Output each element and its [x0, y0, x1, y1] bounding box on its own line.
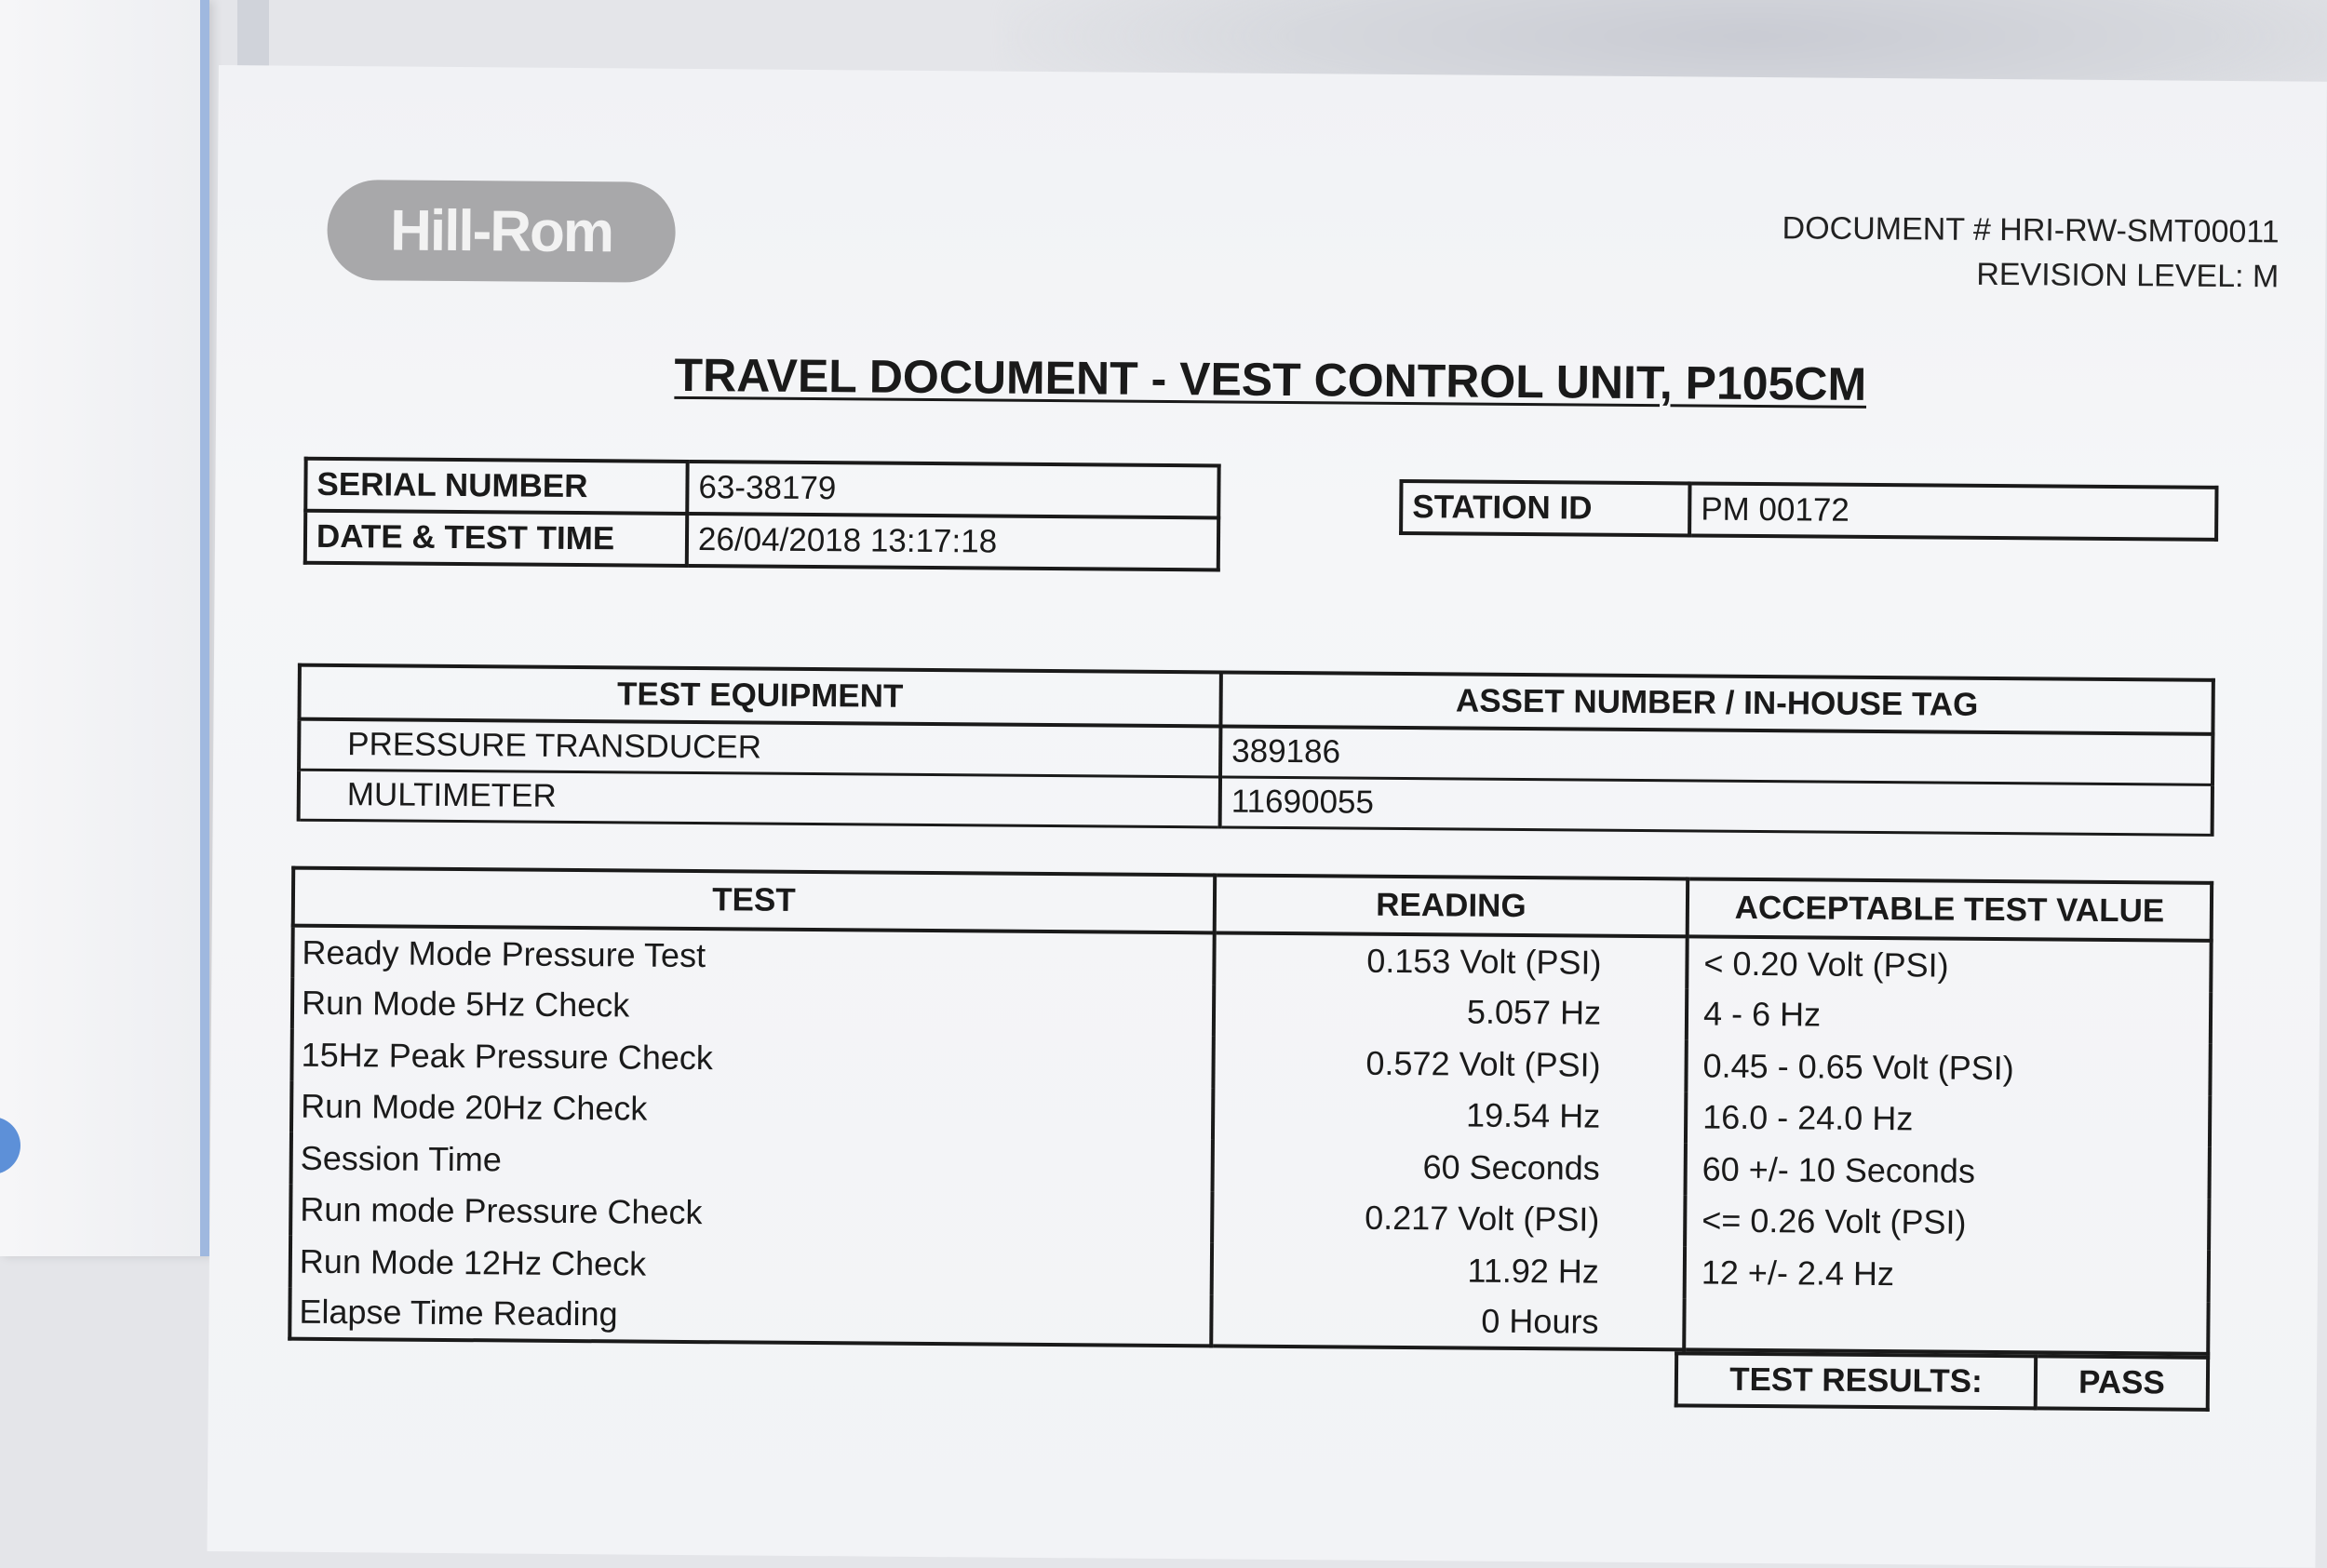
document-number: DOCUMENT # HRI-RW-SMT00011 [1782, 210, 2280, 250]
equipment-name: PRESSURE TRANSDUCER [299, 719, 1220, 777]
date-row [305, 511, 1218, 570]
test-acceptable: 4 - 6 Hz [1687, 988, 2211, 1044]
acceptable-header: ACCEPTABLE TEST VALUE [1688, 878, 2212, 940]
test-name: Ready Mode Pressure Test [292, 926, 1214, 985]
revision-level: REVISION LEVEL: M [1976, 256, 2280, 295]
test-reading: 0 Hours [1211, 1294, 1684, 1349]
test-reading: 11.92 Hz [1212, 1242, 1685, 1297]
test-acceptable: 60 +/- 10 Seconds [1686, 1143, 2210, 1199]
equipment-asset: 389186 [1220, 726, 2213, 784]
asset-header: ASSET NUMBER / IN-HOUSE TAG [1220, 672, 2213, 733]
test-header: TEST [293, 868, 1215, 933]
test-reading: 60 Seconds [1213, 1139, 1686, 1194]
test-results-value: PASS [2036, 1356, 2208, 1409]
test-reading: 0.572 Volt (PSI) [1213, 1036, 1686, 1091]
test-acceptable: 12 +/- 2.4 Hz [1685, 1246, 2209, 1302]
test-name: Run Mode 20Hz Check [291, 1080, 1213, 1139]
test-name: 15Hz Peak Pressure Check [291, 1029, 1213, 1088]
test-name: Session Time [291, 1132, 1213, 1191]
test-acceptable: < 0.20 Volt (PSI) [1687, 936, 2211, 992]
reading-header: READING [1215, 875, 1688, 936]
test-acceptable: 16.0 - 24.0 Hz [1686, 1092, 2210, 1147]
background-folder [0, 0, 209, 1256]
date-label: DATE & TEST TIME [305, 511, 687, 566]
document-info [1782, 206, 2280, 299]
station-row [1401, 481, 2216, 540]
station-table [1399, 479, 2218, 542]
test-name: Run Mode 12Hz Check [290, 1236, 1212, 1294]
hill-rom-logo [327, 180, 676, 283]
background-blue-dot [0, 1117, 20, 1174]
equipment-name: MULTIMETER [299, 770, 1220, 827]
test-reading: 0.153 Volt (PSI) [1214, 932, 1687, 987]
equipment-asset: 11690055 [1220, 776, 2213, 834]
test-acceptable: 0.45 - 0.65 Volt (PSI) [1686, 1039, 2210, 1095]
test-acceptable: <= 0.26 Volt (PSI) [1685, 1195, 2209, 1251]
serial-value: 63-38179 [687, 462, 1218, 517]
test-reading: 19.54 Hz [1213, 1088, 1686, 1143]
logo-text: Hill-Rom [389, 197, 613, 264]
result-row [1676, 1353, 2208, 1409]
test-results-label: TEST RESULTS: [1676, 1353, 2036, 1408]
equipment-header: TEST EQUIPMENT [299, 665, 1220, 727]
test-name: Run Mode 5Hz Check [292, 977, 1214, 1036]
test-acceptable [1684, 1298, 2208, 1354]
document-title [216, 344, 2324, 415]
station-label: STATION ID [1401, 481, 1689, 535]
date-value: 26/04/2018 13:17:18 [687, 514, 1218, 570]
serial-row [305, 459, 1218, 518]
test-name: Elapse Time Reading [289, 1287, 1211, 1346]
serial-label: SERIAL NUMBER [305, 459, 687, 514]
test-results-table [1675, 1351, 2210, 1412]
test-reading: 5.057 Hz [1214, 985, 1687, 1039]
document-title-text: TRAVEL DOCUMENT - VEST CONTROL UNIT, P105CM [674, 348, 1867, 410]
travel-document-sheet [207, 65, 2326, 1568]
test-reading: 0.217 Volt (PSI) [1212, 1191, 1685, 1246]
test-name: Run mode Pressure Check [290, 1184, 1212, 1242]
station-value: PM 00172 [1689, 483, 2216, 539]
equipment-table [297, 663, 2215, 837]
tests-table [288, 866, 2213, 1356]
serial-date-table [303, 457, 1221, 572]
